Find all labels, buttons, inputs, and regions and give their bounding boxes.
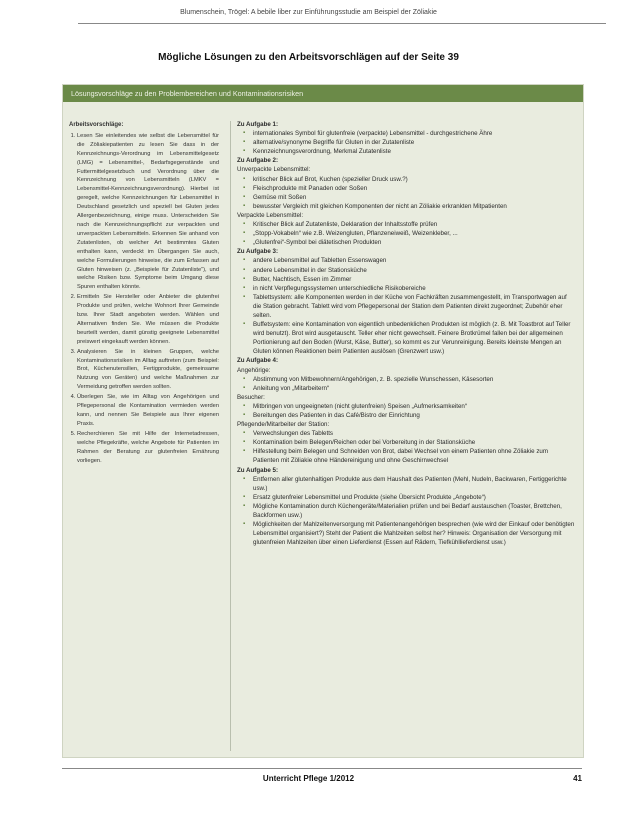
solution-item: ▪ Kritischer Blick auf Zutatenliste, Deklaration der Inhaltsstoffe prüfen <box>243 220 575 229</box>
solution-item: ▪ Verwechslungen des Tabletts <box>243 429 575 438</box>
solution-list <box>243 375 575 393</box>
task-subheading: Pflegende/Mitarbeiter der Station: <box>237 421 330 429</box>
solution-item: ▪ Kontamination beim Belegen/Reichen oder bei Vorbereitung in der Stationsküche <box>243 438 575 447</box>
solution-item: ▪ in nicht Verpflegungssystemen unterschiedliche Risikobereiche <box>243 284 575 293</box>
solution-item: ▪ kritischer Blick auf Brot, Kuchen (spezieller Druck usw.?) <box>243 175 575 184</box>
solution-item: ▪ Buffetsystem: eine Kontamination von eigentlich unbedenklichen Produkten ist möglich (z. B. Mit Toastbrot auf Teller wird benutzt). Brot wird ausgetauscht. Teller eher nicht gewechselt. Feinere Brotkrümel fallen bei der allgemeinen Portionierung auf den Boden (Wurst, Käse, Butter), so kommt es zur Verunreinigung. Bereits kleinste Mengen an Gluten können Reaktionen beim Patienten auslösen (Grenzwert usw.) <box>243 320 575 356</box>
footer-rule <box>62 768 582 769</box>
page-title: Mögliche Lösungen zu den Arbeitsvorschlägen auf der Seite 39 <box>158 52 459 63</box>
solution-item: ▪ andere Lebensmittel auf Tabletten Essenswagen <box>243 256 575 265</box>
solutions-box <box>62 84 584 758</box>
solution-list <box>243 129 575 156</box>
solution-item: ▪ Mitbringen von ungeeigneten (nicht glutenfreien) Speisen „Aufmerksamkeiten“ <box>243 402 575 411</box>
task-subheading: Besucher: <box>237 393 265 401</box>
solution-item: ▪ Tablettsystem: alle Komponenten werden in der Küche von Fachkräften zusammengestellt, im Transportwagen auf die Station gebracht. Tablett wird vom Pflegepersonal der Station dem Patienten direkt zugeordnet; Zubehör eher selten. <box>243 293 575 320</box>
solution-list <box>243 402 575 420</box>
task-heading: Zu Aufgabe 1: <box>237 121 279 128</box>
page-number: 41 <box>573 774 582 783</box>
solution-item: ▪ Fleischprodukte mit Panaden oder Soßen <box>243 184 575 193</box>
solution-list <box>243 220 575 247</box>
solution-list <box>243 175 575 211</box>
solution-item: ▪ „Stopp-Vokabeln“ wie z.B. Weizengluten, Pflanzeneiweiß, Weizenkleber, ... <box>243 229 575 238</box>
task-heading: Zu Aufgabe 3: <box>237 248 279 256</box>
work-suggestion-item: 2. Ermitteln Sie Hersteller oder Anbieter die glutenfrei Produkte und prüfen, welche Wohnort Ihrer Gemeinde bzw. Ihrer Stadt angeboten werden. Wählen und Alternativen finden Sie. Wie müssen die Produkte beurteilt werden, damit günstig geeignete Lebensmittel preiswert eingekauft werden können. <box>77 293 219 346</box>
solution-item: ▪ „Glutenfrei“-Symbol bei diätetischen Produkten <box>243 238 575 247</box>
solution-list <box>243 429 575 465</box>
solution-list <box>243 256 575 356</box>
work-suggestion-item: 3. Analysieren Sie in kleinen Gruppen, welche Kontaminationsrisiken im Alltag auftreten (zum Beispiel: Brot, Küchenutensilien, Fertigprodukte, gemeinsame Nutzung von Geräten) und welche Maßnahmen zur Vermeidung getroffen werden sollten. <box>77 348 219 393</box>
task-subheading: Unverpackte Lebensmittel: <box>237 166 311 174</box>
work-suggestion-item: 5. Recherchieren Sie mit Hilfe der Internetadressen, welche Pflegekräfte, welche Angebote für Patienten im Rahmen der Beratung zur glutenfreien Ernährung vorliegen. <box>77 430 219 466</box>
solution-item: ▪ Bereitungen des Patienten in das Café/Bistro der Einrichtung <box>243 411 575 420</box>
task-subheading: Angehörige: <box>237 366 271 374</box>
solution-list <box>243 475 575 548</box>
task-heading: Zu Aufgabe 4: <box>237 357 279 365</box>
work-suggestion-item: 1. Lesen Sie einleitendes wie selbst die Lebensmittel für die Zöliakiepatienten zu lesen Sie dass in der Kennzeichnungs-Verordnung im Lebensmittelgesetz (LMG) = Lebensmittel-, Bedarfsgegenstände und Futtermittelgesetzbuch und Verordnung über die Kennzeichnung von Lebensmitteln (LMKV = Lebensmittel-Kennzeichnungsverordnung). Hierbei ist geregelt, welche Kennzeichnungen für Lebensmittel in Deutschland gesetzlich und speziell bei Gluten jedes Allergenbezeichnung, einige muss. Unterscheiden Sie nach die Kennzeichnungspflicht zur verpackten und unverpackten Lebensmitteln. Erkennen Sie anhand von Zutatenlisten, ob welcher Art bestimmtes Gluten enthalten kann, verdeckt im Übergangen Sie auch, welche Formulierungen hinweise, die zum Erfassen auf Gluten hinweisen (z. „Beispiele für Zutatenliste“), und welche Risiken bzw. Symptome beim Umgang diese Spuren enthalten könnte. <box>77 132 219 292</box>
work-suggestions-list <box>69 132 219 466</box>
solution-item: ▪ andere Lebensmittel in der Stationsküche <box>243 266 575 275</box>
running-head: Blumenschein, Trögel: A bebile liber zur Einführungsstudie am Beispiel der Zöliakie <box>180 9 437 16</box>
work-suggestions-column <box>69 121 219 466</box>
task-heading: Zu Aufgabe 5: <box>237 466 279 474</box>
work-suggestions-heading: Arbeitsvorschläge: <box>69 122 124 128</box>
solution-item: ▪ Mögliche Kontamination durch Küchengeräte/Materialien prüfen und bei Bedarf austauschen (Toaster, Brettchen, Backformen usw.) <box>243 502 575 520</box>
solution-item: ▪ internationales Symbol für glutenfreie (verpackte) Lebensmittel - durchgestrichene Ähre <box>243 129 575 138</box>
footer-title: Unterricht Pflege 1/2012 <box>262 774 355 783</box>
solution-item: ▪ Ersatz glutenfreier Lebensmittel und Produkte (siehe Übersicht Produkte „Angebote“) <box>243 493 575 502</box>
task-heading: Zu Aufgabe 2: <box>237 157 279 165</box>
solution-item: ▪ Abstimmung von Mitbewohnern/Angehörigen, z. B. spezielle Wunschessen, Käsesorten <box>243 375 575 384</box>
solution-item: ▪ Anleitung von „Mitarbeitern“ <box>243 384 575 393</box>
box-header: Lösungsvorschläge zu den Problembereichen und Kontaminationsrisiken <box>63 85 583 102</box>
header-rule <box>78 23 606 24</box>
solution-item: ▪ alternative/synonyme Begriffe für Gluten in der Zutatenliste <box>243 138 575 147</box>
solution-item: ▪ Kennzeichnungsverordnung, Merkmal Zutatenliste <box>243 147 575 156</box>
solution-item: ▪ Gemüse mit Soßen <box>243 193 575 202</box>
solution-item: ▪ bewusster Vergleich mit gleichen Komponenten der nicht an Zöliakie erkrankten Mitpatienten <box>243 202 575 211</box>
column-divider <box>230 121 231 751</box>
solution-item: ▪ Möglichkeiten der Mahlzeitenversorgung mit Patientenangehörigen besprechen (wie wird der Einkauf oder benötigten Lebensmittel organisiert?) Steht der Patient die Mahlzeiten selbst her? Hinweis: Organisation der Versorgung mit glutenfreien Mahlzeiten über einen Lieferdienst (Essen auf Rädern, Tiefkühllieferdienst usw.) <box>243 520 575 547</box>
solution-item: ▪ Entfernen aller glutenhaltigen Produkte aus dem Haushalt des Patienten (Mehl, Nudeln, Backwaren, Fertiggerichte usw.) <box>243 475 575 493</box>
work-suggestion-item: 4. Überlegen Sie, wie im Alltag von Angehörigen und Pflegepersonal die Kontamination vermieden werden kann, und nennen Sie Beispiele aus Ihrer eigenen Praxis. <box>77 393 219 429</box>
solution-item: ▪ Hilfestellung beim Belegen und Schneiden von Brot, dabei Wechsel von einem Patienten ohne Zöliakie zum Patienten mit Zöliakie ohne Händereinigung und ohne Geschirrwechsel <box>243 447 575 465</box>
solution-item: ▪ Butter, Nachtisch, Essen im Zimmer <box>243 275 575 284</box>
solutions-column <box>237 120 575 547</box>
task-subheading: Verpackte Lebensmittel: <box>237 211 304 219</box>
